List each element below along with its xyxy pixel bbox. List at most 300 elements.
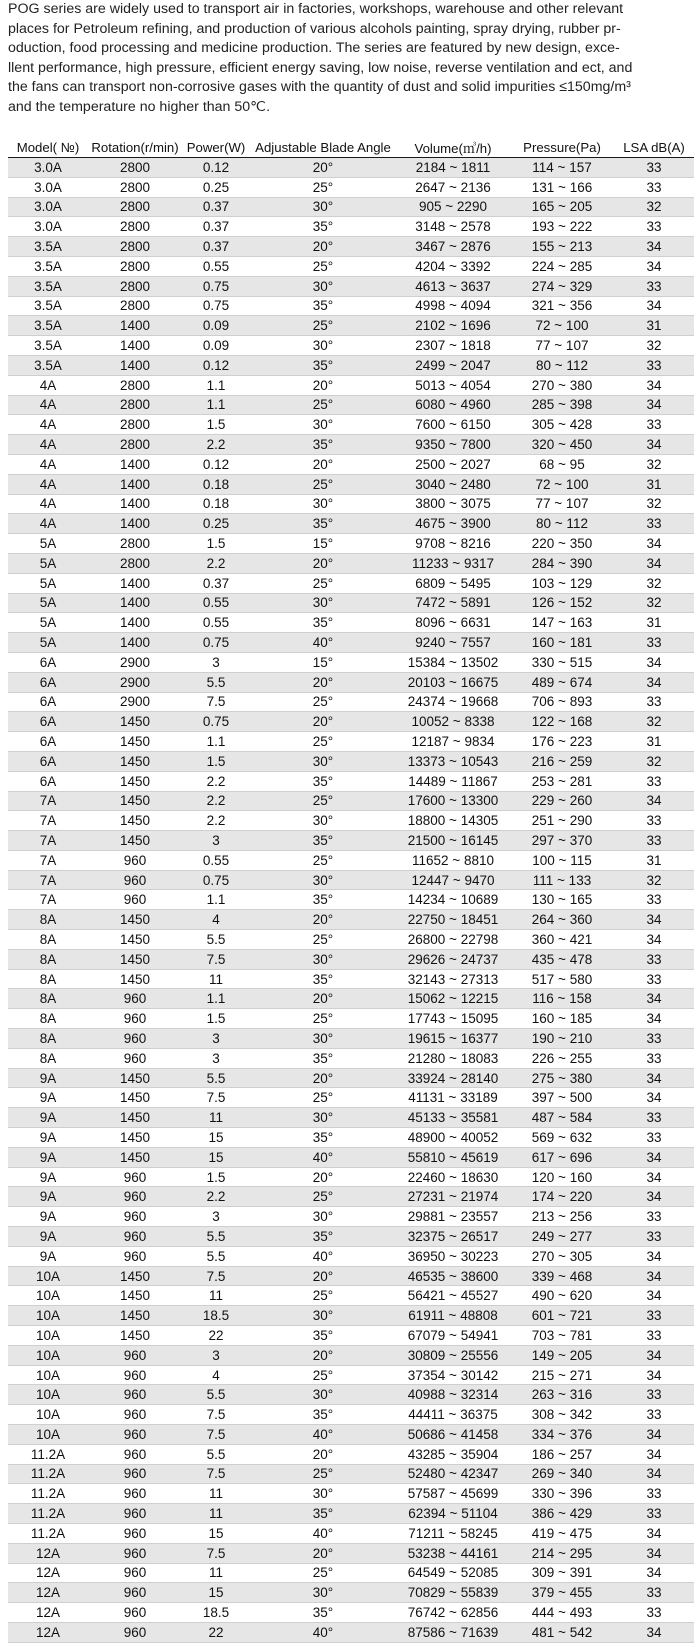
cell-volume: 3467 ~ 2876 bbox=[396, 237, 510, 257]
cell-blade-angle: 30° bbox=[250, 1108, 396, 1128]
cell-volume: 56421 ~ 45527 bbox=[396, 1286, 510, 1306]
cell-model: 9A bbox=[8, 1108, 88, 1128]
cell-power: 1.5 bbox=[182, 534, 250, 554]
cell-power: 7.5 bbox=[182, 1464, 250, 1484]
cell-volume: 50686 ~ 41458 bbox=[396, 1425, 510, 1445]
cell-pressure: 165 ~ 205 bbox=[510, 197, 614, 217]
table-row bbox=[8, 989, 694, 1009]
cell-blade-angle: 25° bbox=[250, 1009, 396, 1029]
cell-volume: 12187 ~ 9834 bbox=[396, 732, 510, 752]
cell-lsa: 33 bbox=[614, 415, 694, 435]
cell-pressure: 386 ~ 429 bbox=[510, 1504, 614, 1524]
cell-model: 6A bbox=[8, 652, 88, 672]
cell-lsa: 32 bbox=[614, 494, 694, 514]
table-row bbox=[8, 296, 694, 316]
cell-power: 5.5 bbox=[182, 1444, 250, 1464]
cell-power: 1.1 bbox=[182, 732, 250, 752]
cell-rotation: 2800 bbox=[88, 276, 182, 296]
cell-model: 5A bbox=[8, 613, 88, 633]
cell-pressure: 190 ~ 210 bbox=[510, 1029, 614, 1049]
cell-volume: 15062 ~ 12215 bbox=[396, 989, 510, 1009]
table-row bbox=[8, 652, 694, 672]
cell-power: 0.37 bbox=[182, 217, 250, 237]
cell-model: 5A bbox=[8, 593, 88, 613]
cell-power: 0.37 bbox=[182, 237, 250, 257]
cell-model: 7A bbox=[8, 791, 88, 811]
cell-blade-angle: 25° bbox=[250, 395, 396, 415]
table-row bbox=[8, 573, 694, 593]
cell-lsa: 33 bbox=[614, 355, 694, 375]
intro-line: places for Petroleum refining, and production of various alcohols painting, spray drying, rubber pr- bbox=[8, 20, 621, 37]
cell-pressure: 126 ~ 152 bbox=[510, 593, 614, 613]
cell-power: 5.5 bbox=[182, 1068, 250, 1088]
cell-pressure: 72 ~ 100 bbox=[510, 474, 614, 494]
cell-pressure: 116 ~ 158 bbox=[510, 989, 614, 1009]
cell-blade-angle: 15° bbox=[250, 652, 396, 672]
cell-lsa: 34 bbox=[614, 534, 694, 554]
table-row bbox=[8, 712, 694, 732]
cell-model: 4A bbox=[8, 435, 88, 455]
cell-lsa: 34 bbox=[614, 1246, 694, 1266]
cell-volume: 37354 ~ 30142 bbox=[396, 1365, 510, 1385]
cell-model: 6A bbox=[8, 672, 88, 692]
cell-volume: 24374 ~ 19668 bbox=[396, 692, 510, 712]
cell-power: 1.1 bbox=[182, 989, 250, 1009]
cell-blade-angle: 30° bbox=[250, 494, 396, 514]
cell-pressure: 339 ~ 468 bbox=[510, 1266, 614, 1286]
table-row bbox=[8, 949, 694, 969]
cell-model: 11.2A bbox=[8, 1523, 88, 1543]
cell-power: 0.75 bbox=[182, 712, 250, 732]
table-row bbox=[8, 1345, 694, 1365]
intro-line: oduction, food processing and medicine production. The series are featured by new design, exce- bbox=[8, 40, 620, 57]
cell-lsa: 31 bbox=[614, 850, 694, 870]
cell-rotation: 1450 bbox=[88, 949, 182, 969]
cell-model: 5A bbox=[8, 633, 88, 653]
cell-power: 1.5 bbox=[182, 415, 250, 435]
cell-model: 3.5A bbox=[8, 336, 88, 356]
cell-blade-angle: 25° bbox=[250, 474, 396, 494]
cell-model: 8A bbox=[8, 949, 88, 969]
cell-blade-angle: 25° bbox=[250, 1088, 396, 1108]
cell-rotation: 1400 bbox=[88, 593, 182, 613]
cell-rotation: 960 bbox=[88, 1187, 182, 1207]
cell-blade-angle: 30° bbox=[250, 336, 396, 356]
cell-blade-angle: 30° bbox=[250, 276, 396, 296]
cell-volume: 21280 ~ 18083 bbox=[396, 1048, 510, 1068]
cell-pressure: 360 ~ 421 bbox=[510, 930, 614, 950]
cell-blade-angle: 25° bbox=[250, 930, 396, 950]
cell-rotation: 960 bbox=[88, 1345, 182, 1365]
cell-rotation: 1450 bbox=[88, 1326, 182, 1346]
cell-blade-angle: 35° bbox=[250, 1603, 396, 1623]
cell-volume: 2307 ~ 1818 bbox=[396, 336, 510, 356]
cell-lsa: 33 bbox=[614, 1405, 694, 1425]
cell-blade-angle: 15° bbox=[250, 534, 396, 554]
table-row bbox=[8, 633, 694, 653]
table-row bbox=[8, 811, 694, 831]
cell-volume: 4675 ~ 3900 bbox=[396, 514, 510, 534]
cell-model: 10A bbox=[8, 1266, 88, 1286]
cell-rotation: 1450 bbox=[88, 1266, 182, 1286]
cell-lsa: 33 bbox=[614, 1306, 694, 1326]
cell-rotation: 2800 bbox=[88, 415, 182, 435]
table-row bbox=[8, 177, 694, 197]
cell-blade-angle: 35° bbox=[250, 1504, 396, 1524]
cell-rotation: 960 bbox=[88, 1583, 182, 1603]
cell-lsa: 34 bbox=[614, 553, 694, 573]
cell-power: 3 bbox=[182, 1029, 250, 1049]
cell-pressure: 149 ~ 205 bbox=[510, 1345, 614, 1365]
cell-model: 7A bbox=[8, 890, 88, 910]
table-row bbox=[8, 514, 694, 534]
intro-line: and the temperature no higher than 50℃. bbox=[8, 98, 271, 115]
cell-pressure: 435 ~ 478 bbox=[510, 949, 614, 969]
cell-lsa: 34 bbox=[614, 1286, 694, 1306]
cell-power: 0.25 bbox=[182, 514, 250, 534]
cell-volume: 2499 ~ 2047 bbox=[396, 355, 510, 375]
cell-pressure: 264 ~ 360 bbox=[510, 910, 614, 930]
cell-volume: 6809 ~ 5495 bbox=[396, 573, 510, 593]
cell-power: 0.09 bbox=[182, 336, 250, 356]
cell-volume: 3800 ~ 3075 bbox=[396, 494, 510, 514]
cell-rotation: 1400 bbox=[88, 316, 182, 336]
table-row bbox=[8, 1266, 694, 1286]
cell-blade-angle: 30° bbox=[250, 870, 396, 890]
cell-pressure: 308 ~ 342 bbox=[510, 1405, 614, 1425]
cell-volume: 71211 ~ 58245 bbox=[396, 1523, 510, 1543]
cell-blade-angle: 40° bbox=[250, 1622, 396, 1642]
table-row bbox=[8, 534, 694, 554]
cell-blade-angle: 20° bbox=[250, 712, 396, 732]
cell-model: 11.2A bbox=[8, 1464, 88, 1484]
cell-model: 6A bbox=[8, 712, 88, 732]
cell-rotation: 1450 bbox=[88, 1088, 182, 1108]
cell-power: 22 bbox=[182, 1326, 250, 1346]
cell-power: 0.37 bbox=[182, 573, 250, 593]
cell-model: 10A bbox=[8, 1365, 88, 1385]
cell-blade-angle: 25° bbox=[250, 1365, 396, 1385]
cell-model: 10A bbox=[8, 1286, 88, 1306]
cell-model: 3.0A bbox=[8, 158, 88, 178]
cell-rotation: 960 bbox=[88, 1622, 182, 1642]
cell-pressure: 617 ~ 696 bbox=[510, 1147, 614, 1167]
table-row bbox=[8, 276, 694, 296]
cell-lsa: 33 bbox=[614, 158, 694, 178]
cell-lsa: 34 bbox=[614, 930, 694, 950]
cell-lsa: 33 bbox=[614, 1048, 694, 1068]
cell-model: 4A bbox=[8, 375, 88, 395]
cell-pressure: 213 ~ 256 bbox=[510, 1207, 614, 1227]
table-row bbox=[8, 1286, 694, 1306]
cell-rotation: 960 bbox=[88, 1405, 182, 1425]
cell-pressure: 706 ~ 893 bbox=[510, 692, 614, 712]
cell-blade-angle: 30° bbox=[250, 811, 396, 831]
table-row bbox=[8, 435, 694, 455]
table-row bbox=[8, 791, 694, 811]
cell-lsa: 34 bbox=[614, 1622, 694, 1642]
table-row bbox=[8, 1523, 694, 1543]
cell-lsa: 34 bbox=[614, 1563, 694, 1583]
cell-rotation: 2800 bbox=[88, 553, 182, 573]
cell-blade-angle: 35° bbox=[250, 435, 396, 455]
cell-rotation: 960 bbox=[88, 1464, 182, 1484]
cell-pressure: 103 ~ 129 bbox=[510, 573, 614, 593]
cell-model: 9A bbox=[8, 1187, 88, 1207]
cell-rotation: 2800 bbox=[88, 534, 182, 554]
cell-volume: 30809 ~ 25556 bbox=[396, 1345, 510, 1365]
cell-model: 7A bbox=[8, 831, 88, 851]
cell-volume: 5013 ~ 4054 bbox=[396, 375, 510, 395]
cell-blade-angle: 20° bbox=[250, 1266, 396, 1286]
cell-volume: 43285 ~ 35904 bbox=[396, 1444, 510, 1464]
intro-line: llent performance, high pressure, efficient energy saving, low noise, reverse ventilation and ect, and bbox=[8, 59, 633, 76]
cell-blade-angle: 35° bbox=[250, 969, 396, 989]
cell-power: 3 bbox=[182, 831, 250, 851]
cell-lsa: 32 bbox=[614, 573, 694, 593]
cell-model: 8A bbox=[8, 969, 88, 989]
cell-power: 0.75 bbox=[182, 633, 250, 653]
cell-pressure: 160 ~ 185 bbox=[510, 1009, 614, 1029]
cell-blade-angle: 25° bbox=[250, 732, 396, 752]
cell-model: 4A bbox=[8, 514, 88, 534]
cell-pressure: 253 ~ 281 bbox=[510, 771, 614, 791]
table-row bbox=[8, 256, 694, 276]
cell-volume: 53238 ~ 44161 bbox=[396, 1543, 510, 1563]
cell-rotation: 2800 bbox=[88, 296, 182, 316]
cell-volume: 67079 ~ 54941 bbox=[396, 1326, 510, 1346]
cell-blade-angle: 35° bbox=[250, 831, 396, 851]
cell-lsa: 34 bbox=[614, 652, 694, 672]
cell-model: 5A bbox=[8, 553, 88, 573]
table-row bbox=[8, 850, 694, 870]
table-row bbox=[8, 1009, 694, 1029]
cell-pressure: 334 ~ 376 bbox=[510, 1425, 614, 1445]
cell-pressure: 274 ~ 329 bbox=[510, 276, 614, 296]
cell-power: 18.5 bbox=[182, 1603, 250, 1623]
cell-volume: 26800 ~ 22798 bbox=[396, 930, 510, 950]
cell-power: 22 bbox=[182, 1622, 250, 1642]
cell-model: 9A bbox=[8, 1068, 88, 1088]
cell-power: 5.5 bbox=[182, 1227, 250, 1247]
cell-blade-angle: 25° bbox=[250, 256, 396, 276]
cell-model: 8A bbox=[8, 1029, 88, 1049]
cell-pressure: 160 ~ 181 bbox=[510, 633, 614, 653]
cell-pressure: 80 ~ 112 bbox=[510, 514, 614, 534]
cell-power: 0.18 bbox=[182, 474, 250, 494]
cell-pressure: 111 ~ 133 bbox=[510, 870, 614, 890]
cell-blade-angle: 20° bbox=[250, 158, 396, 178]
cell-model: 4A bbox=[8, 474, 88, 494]
cell-model: 10A bbox=[8, 1326, 88, 1346]
cell-model: 7A bbox=[8, 811, 88, 831]
table-row bbox=[8, 1326, 694, 1346]
table-row bbox=[8, 1029, 694, 1049]
cell-volume: 29881 ~ 23557 bbox=[396, 1207, 510, 1227]
cell-model: 3.5A bbox=[8, 237, 88, 257]
cell-rotation: 1400 bbox=[88, 494, 182, 514]
cell-power: 11 bbox=[182, 1563, 250, 1583]
table-row bbox=[8, 217, 694, 237]
cell-rotation: 960 bbox=[88, 1603, 182, 1623]
cell-pressure: 263 ~ 316 bbox=[510, 1385, 614, 1405]
cell-lsa: 33 bbox=[614, 1108, 694, 1128]
cell-blade-angle: 30° bbox=[250, 1207, 396, 1227]
cell-rotation: 960 bbox=[88, 1425, 182, 1445]
cell-pressure: 379 ~ 455 bbox=[510, 1583, 614, 1603]
cell-power: 1.5 bbox=[182, 1009, 250, 1029]
cell-power: 15 bbox=[182, 1128, 250, 1148]
cell-pressure: 226 ~ 255 bbox=[510, 1048, 614, 1068]
cell-rotation: 2800 bbox=[88, 395, 182, 415]
cell-rotation: 2800 bbox=[88, 435, 182, 455]
cell-rotation: 1400 bbox=[88, 573, 182, 593]
cell-power: 0.75 bbox=[182, 296, 250, 316]
table-header-row bbox=[8, 138, 694, 158]
cell-volume: 9240 ~ 7557 bbox=[396, 633, 510, 653]
cell-blade-angle: 20° bbox=[250, 989, 396, 1009]
cell-model: 6A bbox=[8, 771, 88, 791]
cell-model: 5A bbox=[8, 573, 88, 593]
cell-model: 8A bbox=[8, 1048, 88, 1068]
cell-rotation: 1450 bbox=[88, 811, 182, 831]
table-row bbox=[8, 1207, 694, 1227]
cell-rotation: 1400 bbox=[88, 613, 182, 633]
cell-power: 15 bbox=[182, 1583, 250, 1603]
cell-volume: 3040 ~ 2480 bbox=[396, 474, 510, 494]
cell-lsa: 33 bbox=[614, 1326, 694, 1346]
cell-volume: 7600 ~ 6150 bbox=[396, 415, 510, 435]
table-row bbox=[8, 1504, 694, 1524]
cell-model: 9A bbox=[8, 1088, 88, 1108]
cell-blade-angle: 25° bbox=[250, 1464, 396, 1484]
cell-blade-angle: 40° bbox=[250, 1246, 396, 1266]
cell-volume: 40988 ~ 32314 bbox=[396, 1385, 510, 1405]
cell-rotation: 1450 bbox=[88, 1128, 182, 1148]
cell-blade-angle: 30° bbox=[250, 593, 396, 613]
table-row bbox=[8, 910, 694, 930]
cell-model: 7A bbox=[8, 870, 88, 890]
cell-model: 9A bbox=[8, 1167, 88, 1187]
table-row bbox=[8, 415, 694, 435]
cell-blade-angle: 30° bbox=[250, 751, 396, 771]
table-row bbox=[8, 1365, 694, 1385]
cell-model: 9A bbox=[8, 1147, 88, 1167]
cell-volume: 15384 ~ 13502 bbox=[396, 652, 510, 672]
cell-pressure: 80 ~ 112 bbox=[510, 355, 614, 375]
cell-blade-angle: 30° bbox=[250, 1029, 396, 1049]
cell-model: 12A bbox=[8, 1563, 88, 1583]
cell-power: 5.5 bbox=[182, 1385, 250, 1405]
header-model: Model( №) bbox=[8, 138, 88, 158]
table-row bbox=[8, 454, 694, 474]
cell-rotation: 960 bbox=[88, 1048, 182, 1068]
cell-power: 0.12 bbox=[182, 158, 250, 178]
cell-rotation: 2800 bbox=[88, 197, 182, 217]
cell-volume: 11233 ~ 9317 bbox=[396, 553, 510, 573]
cell-pressure: 216 ~ 259 bbox=[510, 751, 614, 771]
cell-lsa: 33 bbox=[614, 890, 694, 910]
table-row bbox=[8, 1246, 694, 1266]
table-row bbox=[8, 613, 694, 633]
cell-blade-angle: 20° bbox=[250, 1543, 396, 1563]
cell-lsa: 34 bbox=[614, 1147, 694, 1167]
cell-model: 10A bbox=[8, 1306, 88, 1326]
cell-lsa: 34 bbox=[614, 1009, 694, 1029]
cell-pressure: 72 ~ 100 bbox=[510, 316, 614, 336]
cell-model: 6A bbox=[8, 732, 88, 752]
cell-blade-angle: 40° bbox=[250, 1425, 396, 1445]
cell-volume: 45133 ~ 35581 bbox=[396, 1108, 510, 1128]
cell-power: 0.55 bbox=[182, 593, 250, 613]
cell-lsa: 34 bbox=[614, 1187, 694, 1207]
cell-model: 10A bbox=[8, 1425, 88, 1445]
cell-lsa: 31 bbox=[614, 613, 694, 633]
cell-pressure: 481 ~ 542 bbox=[510, 1622, 614, 1642]
cell-lsa: 34 bbox=[614, 237, 694, 257]
cell-model: 10A bbox=[8, 1405, 88, 1425]
cell-pressure: 419 ~ 475 bbox=[510, 1523, 614, 1543]
cell-power: 18.5 bbox=[182, 1306, 250, 1326]
cell-power: 15 bbox=[182, 1147, 250, 1167]
cell-rotation: 1450 bbox=[88, 712, 182, 732]
table-row bbox=[8, 1444, 694, 1464]
cell-model: 12A bbox=[8, 1543, 88, 1563]
cell-pressure: 517 ~ 580 bbox=[510, 969, 614, 989]
cell-blade-angle: 35° bbox=[250, 613, 396, 633]
cell-volume: 32143 ~ 27313 bbox=[396, 969, 510, 989]
cell-rotation: 960 bbox=[88, 890, 182, 910]
cell-rotation: 960 bbox=[88, 989, 182, 1009]
cell-model: 7A bbox=[8, 850, 88, 870]
intro-line: POG series are widely used to transport air in factories, workshops, warehouse and other relevant bbox=[8, 1, 624, 17]
cell-lsa: 31 bbox=[614, 316, 694, 336]
cell-blade-angle: 35° bbox=[250, 1227, 396, 1247]
cell-model: 4A bbox=[8, 454, 88, 474]
cell-power: 7.5 bbox=[182, 1543, 250, 1563]
cell-volume: 6080 ~ 4960 bbox=[396, 395, 510, 415]
cell-rotation: 1400 bbox=[88, 633, 182, 653]
cell-lsa: 34 bbox=[614, 375, 694, 395]
cell-volume: 33924 ~ 28140 bbox=[396, 1068, 510, 1088]
cell-pressure: 320 ~ 450 bbox=[510, 435, 614, 455]
cell-lsa: 34 bbox=[614, 1543, 694, 1563]
cell-lsa: 32 bbox=[614, 712, 694, 732]
table-row bbox=[8, 870, 694, 890]
cell-volume: 64549 ~ 52085 bbox=[396, 1563, 510, 1583]
cell-pressure: 77 ~ 107 bbox=[510, 494, 614, 514]
cell-model: 4A bbox=[8, 395, 88, 415]
cell-blade-angle: 20° bbox=[250, 454, 396, 474]
cell-pressure: 176 ~ 223 bbox=[510, 732, 614, 752]
cell-power: 15 bbox=[182, 1523, 250, 1543]
cell-power: 5.5 bbox=[182, 672, 250, 692]
cell-model: 6A bbox=[8, 751, 88, 771]
cell-blade-angle: 25° bbox=[250, 692, 396, 712]
cell-blade-angle: 30° bbox=[250, 949, 396, 969]
cell-model: 12A bbox=[8, 1583, 88, 1603]
cell-volume: 11652 ~ 8810 bbox=[396, 850, 510, 870]
cell-pressure: 186 ~ 257 bbox=[510, 1444, 614, 1464]
table-row bbox=[8, 1147, 694, 1167]
cell-rotation: 1450 bbox=[88, 771, 182, 791]
cell-pressure: 251 ~ 290 bbox=[510, 811, 614, 831]
cell-lsa: 33 bbox=[614, 831, 694, 851]
table-row bbox=[8, 1167, 694, 1187]
intro-paragraph bbox=[8, 0, 698, 118]
cell-pressure: 174 ~ 220 bbox=[510, 1187, 614, 1207]
table-row bbox=[8, 1088, 694, 1108]
